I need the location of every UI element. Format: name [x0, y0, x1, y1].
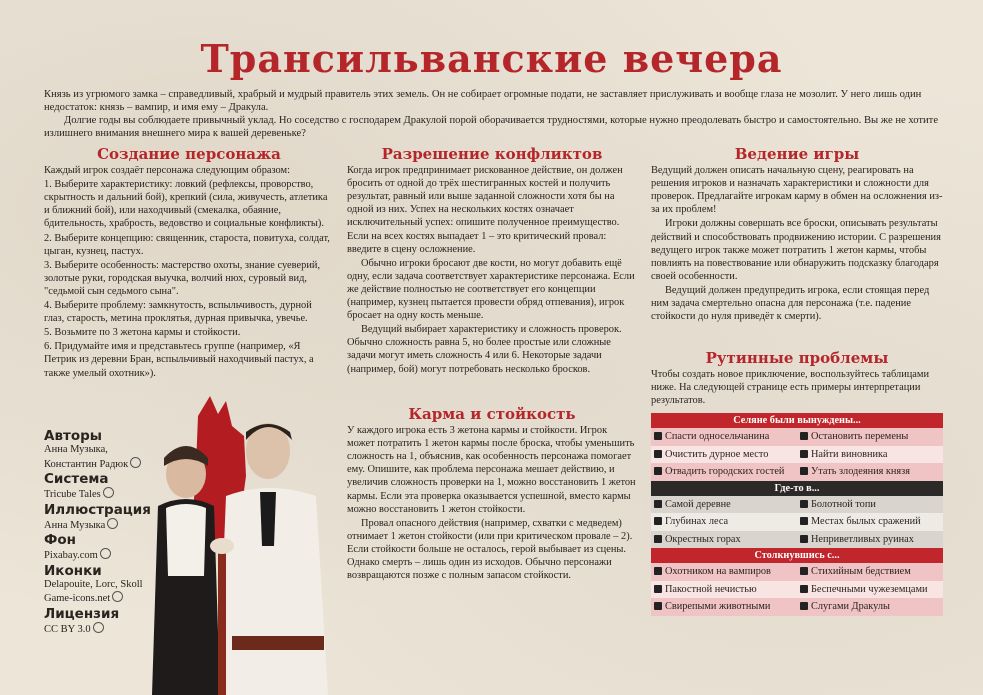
table-cell: Очистить дурное место [651, 446, 797, 464]
paragraph: 1. Выберите характеристику: ловкий (рефлексы, проворство, скрытность и дальний бой), крепкий (сила, живучесть, атлетика и ближний бой), или находчивый (смекалка, обаяние, бдительность, храбрость, ведовство и социальные конфликты). [44, 179, 328, 230]
table-cell: Стихийным бедствием [797, 563, 943, 581]
table-cell: Самой деревне [651, 496, 797, 514]
paragraph: Провал опасного действия (например, схватки с медведем) отнимает 1 жетон стойкости (или при критическом провале – 2). Если стойкости больше не осталось, герой выбывает из сцены. Однако смерть – лишь один из исходов. Обычно персонажи возвращаются позже с полным запасом стойкости. [347, 517, 633, 582]
credit-heading: Авторы [44, 428, 102, 444]
table-cell: Отвадить городских гостей [651, 463, 797, 481]
table-cell: Глубинах леса [651, 513, 797, 531]
table-row [651, 581, 943, 599]
die-icon [800, 517, 808, 525]
credit-line: Константин Радюк [44, 458, 129, 470]
credits [44, 428, 164, 636]
intro-paragraph: Долгие годы вы соблюдаете привычный уклад. Но соседство с господарем Дракулой порой оборачивается трудностями, которые нужно преодолевать быстро и самостоятельно. Вы же не хотите излишнего внимания внешнего мира к вашей деревеньке? [44, 115, 939, 139]
paragraph: У каждого игрока есть 3 жетона кармы и стойкости. Игрок может потратить 1 жетон кармы после броска, чтобы уменьшить сложность на 1, объяснив, как особенность персонажа помогает ему. Опишите, как проблема персонажа мешает действию, и увеличив сложность проверки на 1, можно восстановить 1 жетон кармы. Если эта проверка оказывается успешной, вместо кармы можно восстановить 1 жетон стойкости. [347, 425, 636, 515]
gm-section [651, 145, 943, 324]
table-cell: Пакостной нечистью [651, 581, 797, 599]
die-icon [800, 567, 808, 575]
die-icon [800, 602, 808, 610]
table-header: Где-то в... [651, 481, 943, 496]
die-icon [654, 585, 662, 593]
die-icon [800, 450, 808, 458]
section-heading: Создание персонажа [97, 145, 281, 163]
paragraph: 4. Выберите проблему: замкнутость, вспыльчивость, дурной глаз, старость, метина проклятья, дурная привычка, увечье. [44, 300, 312, 325]
credit-line: CC BY 3.0 [44, 623, 91, 635]
die-icon [654, 500, 662, 508]
table-cell: Найти виновника [797, 446, 943, 464]
cc-icon [112, 591, 123, 602]
table-row [651, 428, 943, 446]
paragraph: Когда игрок предпринимает рискованное действие, он должен бросить от одной до трёх шестигранных костей и получить результат, равный или выше заданной сложности хотя бы на одной из них. Успех на нескольких костях означает исключительный успех: опишите полученное преимущество. Если на всех костях выпадает 1 – это критический провал: введите в сцену осложнение. [347, 165, 623, 255]
paragraph: 6. Придумайте имя и представьтесь группе (например, «Я Петрик из деревни Бран, вспыльчивый находчивый пастух, а также умелый охотник»). [44, 341, 314, 379]
paragraph: Ведущий выбирает характеристику и сложность проверок. Обычно сложность равна 5, но более простые или сложные задачи могут иметь сложность 4 или 6. Некоторые задачи (например, бой) могут потребовать несколько бросков. [347, 324, 622, 375]
credit-line: Tricube Tales [44, 489, 101, 500]
table-cell: Слугами Дракулы [797, 598, 943, 616]
credit-block [44, 564, 164, 606]
paragraph: Каждый игрок создаёт персонажа следующим образом: [44, 165, 291, 177]
credit-heading: Система [44, 471, 109, 487]
section-heading: Разрешение конфликтов [381, 145, 603, 163]
intro-paragraph: Князь из угрюмого замка – справедливый, храбрый и мудрый правитель этих земель. Он не собирает огромные подати, не заставляет прислуживать и вообще глаза не мозолит. У него лишь один недостаток: князь – вампир, и имя ему – Дракула. [44, 89, 922, 113]
table-cell: Болотной топи [797, 496, 943, 514]
table-row [651, 563, 943, 581]
die-icon [800, 500, 808, 508]
table-row [651, 513, 943, 531]
die-icon [654, 535, 662, 543]
table-row [651, 446, 943, 464]
paragraph: Игроки должны совершать все броски, описывать результаты действий и способствовать продвижению истории. С разрешения ведущего игрок также может потратить 1 жетон кармы, чтобы повлиять на повествование или обнаружить подсказку благодаря своей особенности. [651, 218, 941, 282]
paragraph: 3. Выберите особенность: мастерство охоты, знание суеверий, золотые руки, городская выучка, волчий нюх, суровый вид, "седьмой сын седьмого сына". [44, 259, 321, 297]
credit-line: Game-icons.net [44, 593, 111, 604]
die-icon [800, 432, 808, 440]
table-cell: Остановить перемены [797, 428, 943, 446]
credit-line: Pixabay.com [44, 550, 98, 561]
table-row [651, 496, 943, 514]
man-belt [232, 636, 324, 650]
table-cell: Местах былых сражений [797, 513, 943, 531]
table-row [651, 463, 943, 481]
credit-line: Анна Музыка [44, 519, 106, 531]
intro [44, 88, 944, 140]
cc-icon [103, 487, 114, 498]
cc-icon [100, 548, 111, 559]
table-header: Селяне были вынуждены... [651, 413, 943, 428]
credit-heading: Лицензия [44, 605, 120, 622]
die-icon [654, 602, 662, 610]
die-icon [654, 517, 662, 525]
karma-section [347, 405, 637, 583]
cc-icon [93, 622, 104, 633]
routine-tables [651, 413, 943, 616]
cc-icon [107, 518, 118, 529]
credit-block [44, 503, 164, 533]
die-icon [800, 585, 808, 593]
table-cell: Окрестных горах [651, 531, 797, 549]
section-heading: Карма и стойкость [408, 405, 576, 423]
credit-heading: Иконки [44, 562, 102, 579]
credit-block [44, 533, 164, 563]
credit-block [44, 607, 164, 637]
paragraph: Чтобы создать новое приключение, воспользуйтесь таблицами ниже. На следующей странице есть примеры интерпретации результатов. [651, 369, 930, 407]
staff-head [210, 538, 234, 554]
villagers-illustration [148, 396, 338, 695]
character-creation-section [44, 145, 334, 381]
credit-block [44, 472, 164, 502]
paragraph: 2. Выберите концепцию: священник, староста, повитуха, солдат, цыган, кузнец, пастух. [44, 232, 330, 257]
man-tie [260, 492, 276, 546]
die-icon [800, 467, 808, 475]
die-icon [654, 432, 662, 440]
die-icon [654, 567, 662, 575]
section-heading: Рутинные проблемы [705, 349, 889, 367]
credit-block [44, 429, 164, 471]
table-cell: Беспечными чужеземцами [797, 581, 943, 599]
credit-heading: Фон [44, 532, 76, 548]
walking-staff [218, 546, 226, 695]
page-title: Трансильванские вечера [200, 36, 783, 81]
credit-line: Delapouite, Lorc, Skoll [44, 578, 143, 590]
die-icon [800, 535, 808, 543]
routine-section [651, 349, 943, 408]
woman-blouse [166, 504, 206, 576]
table-cell: Неприветливых руинах [797, 531, 943, 549]
table-header: Столкнувшись с... [651, 548, 943, 563]
table-cell: Утать злодеяния князя [797, 463, 943, 481]
table-cell: Свирепыми животными [651, 598, 797, 616]
credit-line: Анна Музыка, [44, 444, 108, 455]
table-cell: Охотником на вампиров [651, 563, 797, 581]
die-icon [654, 467, 662, 475]
table-row [651, 598, 943, 616]
paragraph: Ведущий должен описать начальную сцену, реагировать на решения игроков и назначать характеристики и сложности для проверок. Предлагайте игрокам карму в обмен на осложнения из-за их проблем! [651, 165, 943, 216]
section-heading: Ведение игры [734, 145, 860, 163]
conflicts-section [347, 145, 637, 377]
die-icon [654, 450, 662, 458]
cc-icon [130, 457, 141, 468]
credit-heading: Иллюстрация [44, 501, 151, 518]
paragraph: Обычно игроки бросают две кости, но могут добавить ещё одну, если задача соответствует характеристике персонажа. Если же действие полностью не соответствует его концепции (например, кузнец пытается провести обряд отпевания), игрок бросает на одну кость меньше. [347, 257, 635, 322]
paragraph: 5. Возьмите по 3 жетона кармы и стойкости. [44, 327, 241, 339]
table-cell: Спасти односельчанина [651, 428, 797, 446]
paragraph: Ведущий должен предупредить игрока, если стоящая перед ним задача смертельно опасна для персонажа (т.е. падение стойкости до нуля приведёт к смерти). [651, 284, 930, 323]
table-row [651, 531, 943, 549]
